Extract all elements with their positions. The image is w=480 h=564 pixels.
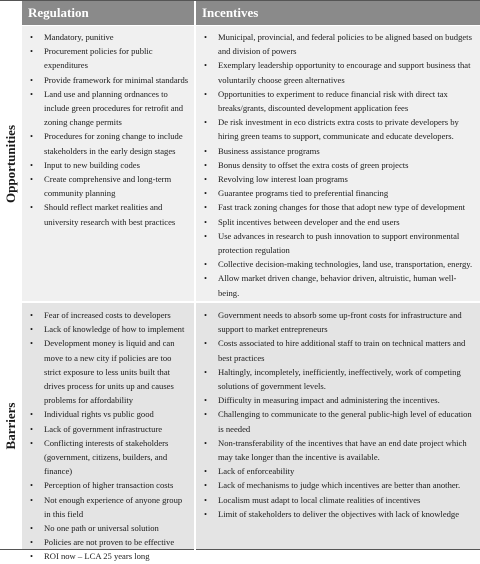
list-item: • Business assistance programs xyxy=(196,144,480,158)
list-item: • Collective decision-making technologies, land use, transportation, energy. xyxy=(196,257,480,271)
list-item: • Use advances in research to push innovation to support environmental protection regulation xyxy=(196,229,480,257)
list-item: • Land use and planning ordnances to include green procedures for retrofit and zoning change permits xyxy=(22,87,194,130)
list-item: • Lack of mechanisms to judge which incentives are better than another. xyxy=(196,478,480,492)
list-item: • Non-transferability of the incentives that have an end date project which may take longer than the incentive is available. xyxy=(196,436,480,464)
list-item: • Fast track zoning changes for those that adopt new type of development xyxy=(196,200,480,214)
list-item: • Municipal, provincial, and federal policies to be aligned based on budgets and division of powers xyxy=(196,30,480,58)
list-item: • Procurement policies for public expenditures xyxy=(22,44,194,72)
barriers-incentives-list xyxy=(196,308,480,521)
list-item: • Difficulty in measuring impact and administering the incentives. xyxy=(196,393,480,407)
list-item: • Exemplary leadership opportunity to encourage and support business that voluntarily choose green alternatives xyxy=(196,58,480,86)
opportunities-regulation-cell xyxy=(22,26,194,301)
row-label-opportunities xyxy=(0,26,22,301)
list-item: • Not enough experience of anyone group in this field xyxy=(22,493,194,521)
opportunities-incentives-cell xyxy=(196,26,480,301)
list-item: • Revolving low interest loan programs xyxy=(196,172,480,186)
barriers-regulation-cell xyxy=(22,303,194,562)
list-item: • Localism must adapt to local climate realities of incentives xyxy=(196,493,480,507)
row-label-barriers-text: Barriers xyxy=(3,402,18,450)
list-item: • Guarantee programs tied to preferential financing xyxy=(196,186,480,200)
header-regulation: Regulation xyxy=(22,1,194,25)
header-incentives: Incentives xyxy=(196,1,480,25)
list-item: • Input to new building codes xyxy=(22,158,194,172)
list-item: • Individual rights vs public good xyxy=(22,407,194,421)
section-barriers xyxy=(0,303,480,562)
list-item: • Perception of higher transaction costs xyxy=(22,478,194,492)
row-label-opportunities-text: Opportunities xyxy=(3,124,18,203)
list-item: • Mandatory, punitive xyxy=(22,30,194,44)
list-item: • Allow market driven change, behavior driven, altruistic, human well-being. xyxy=(196,271,480,299)
list-item: • Challenging to communicate to the general public-high level of education is needed xyxy=(196,407,480,435)
barriers-regulation-list xyxy=(22,308,194,564)
opportunities-incentives-list xyxy=(196,30,480,300)
list-item: • Lack of government infrastructure xyxy=(22,422,194,436)
list-item: • Government needs to absorb some up-front costs for infrastructure and support to market entrepreneurs xyxy=(196,308,480,336)
list-item: • Conflicting interests of stakeholders (government, citizens, builders, and finance) xyxy=(22,436,194,479)
barriers-incentives-cell xyxy=(196,303,480,549)
list-item: • Costs associated to hire additional staff to train on technical matters and best practices xyxy=(196,336,480,364)
section-opportunities xyxy=(0,26,480,301)
list-item: • Haltingly, incompletely, inefficiently, ineffectively, work of competing solutions of government levels. xyxy=(196,365,480,393)
list-item: • Split incentives between developer and the end users xyxy=(196,215,480,229)
list-item: • Policies are not proven to be effective xyxy=(22,535,194,549)
list-item: • No one path or universal solution xyxy=(22,521,194,535)
list-item: • Should reflect market realities and university research with best practices xyxy=(22,200,194,228)
row-label-barriers xyxy=(0,303,22,549)
list-item: • Opportunities to experiment to reduce financial risk with direct tax breaks/grants, discounted development application fees xyxy=(196,87,480,115)
list-item: • Limit of stakeholders to deliver the objectives with lack of knowledge xyxy=(196,507,480,521)
list-item: • Procedures for zoning change to include stakeholders in the early design stages xyxy=(22,129,194,157)
list-item: • Bonus density to offset the extra costs of green projects xyxy=(196,158,480,172)
list-item: • Development money is liquid and can move to a new city if policies are too strict exposure to less units built that drives process for units up and causes problems for affordability xyxy=(22,336,194,407)
list-item: • De risk investment in eco districts extra costs to private developers by hiring green teams to support, communicate and educate developers. xyxy=(196,115,480,143)
opportunities-regulation-list xyxy=(22,30,194,229)
list-item: • Create comprehensive and long-term community planning xyxy=(22,172,194,200)
list-item: • Lack of enforceability xyxy=(196,464,480,478)
list-item: • ROI now – LCA 25 years long xyxy=(22,549,194,563)
list-item: • Provide framework for minimal standards xyxy=(22,73,194,87)
list-item: • Fear of increased costs to developers xyxy=(22,308,194,322)
list-item: • Lack of knowledge of how to implement xyxy=(22,322,194,336)
